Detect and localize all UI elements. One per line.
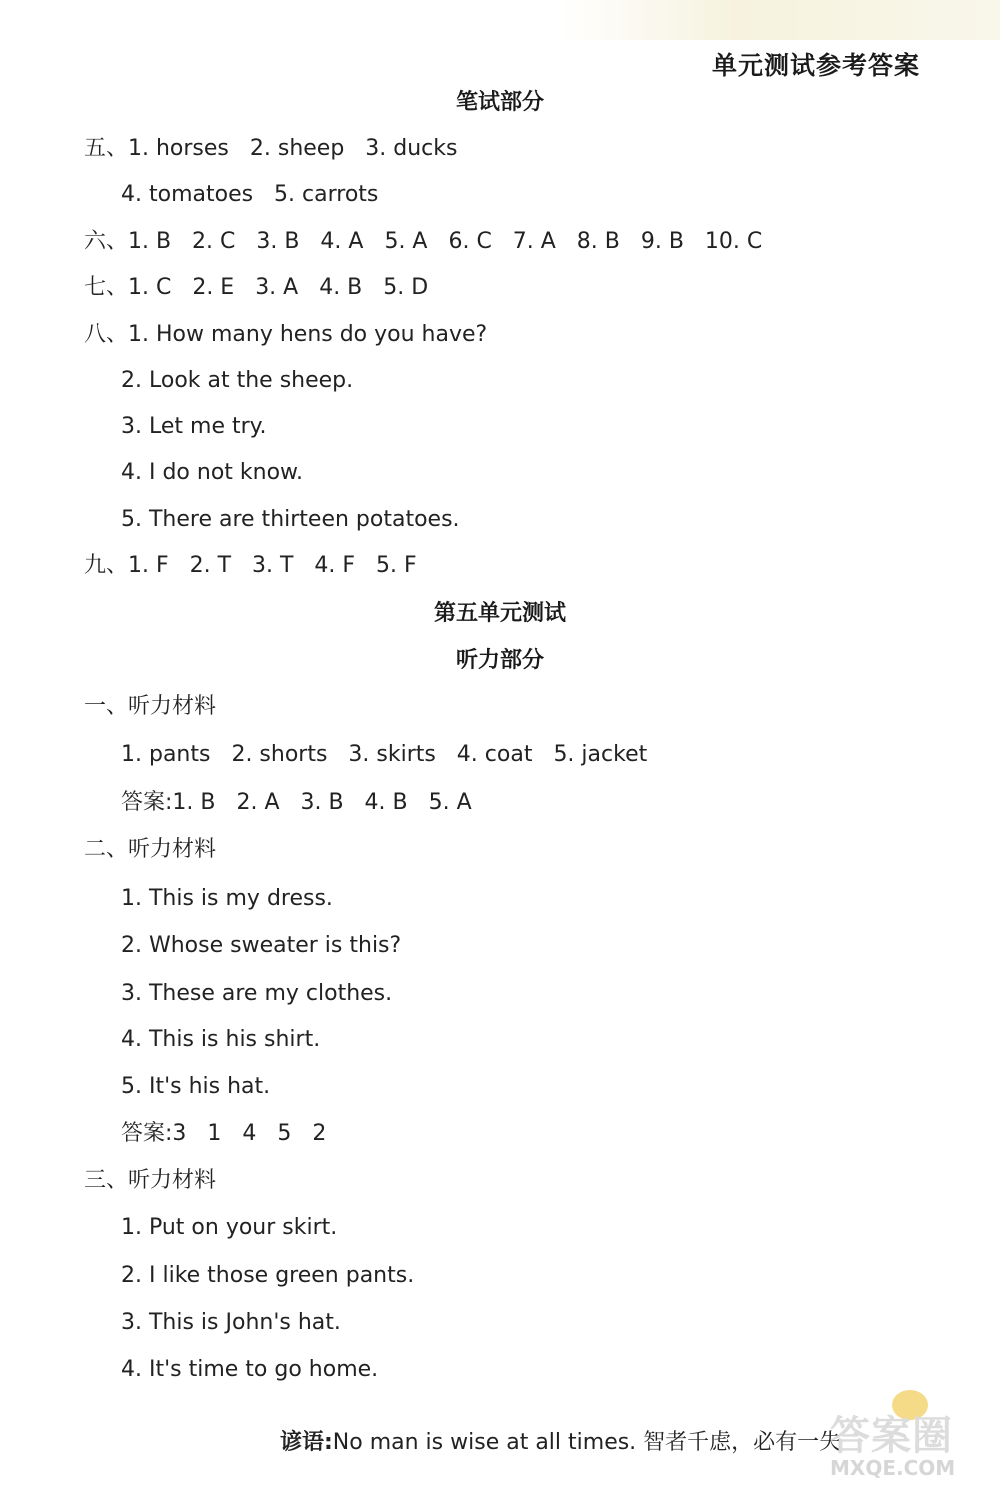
listening-1-material: 1. pants 2. shorts 3. skirts 4. coat 5. jacket	[121, 742, 648, 767]
answer-line-8-4: 4. I do not know.	[121, 460, 304, 485]
answer-line-8-2: 2. Look at the sheep.	[121, 368, 354, 393]
listening-2-item-1: 1. This is my dress.	[121, 886, 333, 911]
answer-line-6: 六、1. B 2. C 3. B 4. A 5. A 6. C 7. A 8. B 9. B 10. C	[84, 229, 763, 254]
answer-line-8-5: 5. There are thirteen potatoes.	[121, 507, 460, 532]
listening-2-item-5: 5. It's his hat.	[121, 1074, 271, 1099]
answer-line-8: 八、1. How many hens do you have?	[84, 322, 488, 347]
listening-1-answer: 答案:1. B 2. A 3. B 4. B 5. A	[121, 790, 472, 815]
listening-2-answer: 答案:3 1 4 5 2	[121, 1121, 327, 1146]
listening-3-item-1: 1. Put on your skirt.	[121, 1215, 338, 1240]
unit5-title: 第五单元测试	[433, 601, 566, 626]
listening-3-heading: 三、听力材料	[84, 1168, 217, 1193]
listening-2-item-3: 3. These are my clothes.	[121, 981, 393, 1006]
listening-3-item-2: 2. I like those green pants.	[121, 1263, 415, 1288]
answer-line-7: 七、1. C 2. E 3. A 4. B 5. D	[84, 275, 429, 300]
watermark-text: 答案圈	[830, 1413, 953, 1459]
written-section-title: 笔试部分	[455, 90, 544, 115]
answer-line-8-3: 3. Let me try.	[121, 414, 267, 439]
listening-3-item-4: 4. It's time to go home.	[121, 1357, 379, 1382]
answer-line-9: 九、1. F 2. T 3. T 4. F 5. F	[84, 553, 417, 578]
listening-section-title: 听力部分	[455, 648, 544, 673]
answer-line-5: 五、1. horses 2. sheep 3. ducks	[84, 136, 458, 161]
proverb-text: No man is wise at all times. 智者千虑，必有一失	[332, 1430, 842, 1455]
listening-2-item-4: 4. This is his shirt.	[121, 1027, 321, 1052]
page-header-title: 单元测试参考答案	[711, 51, 920, 80]
listening-1-heading: 一、听力材料	[84, 694, 217, 719]
listening-2-heading: 二、听力材料	[84, 837, 217, 862]
proverb-label: 谚语:	[279, 1430, 333, 1455]
proverb-footer	[252, 1398, 841, 1488]
watermark-url: MXQE.COM	[830, 1456, 956, 1480]
site-watermark	[830, 1390, 995, 1485]
listening-3-item-3: 3. This is John's hat.	[121, 1310, 341, 1335]
top-decoration	[560, 0, 1000, 40]
listening-2-item-2: 2. Whose sweater is this?	[121, 933, 402, 958]
answer-line-5-cont: 4. tomatoes 5. carrots	[121, 182, 379, 207]
